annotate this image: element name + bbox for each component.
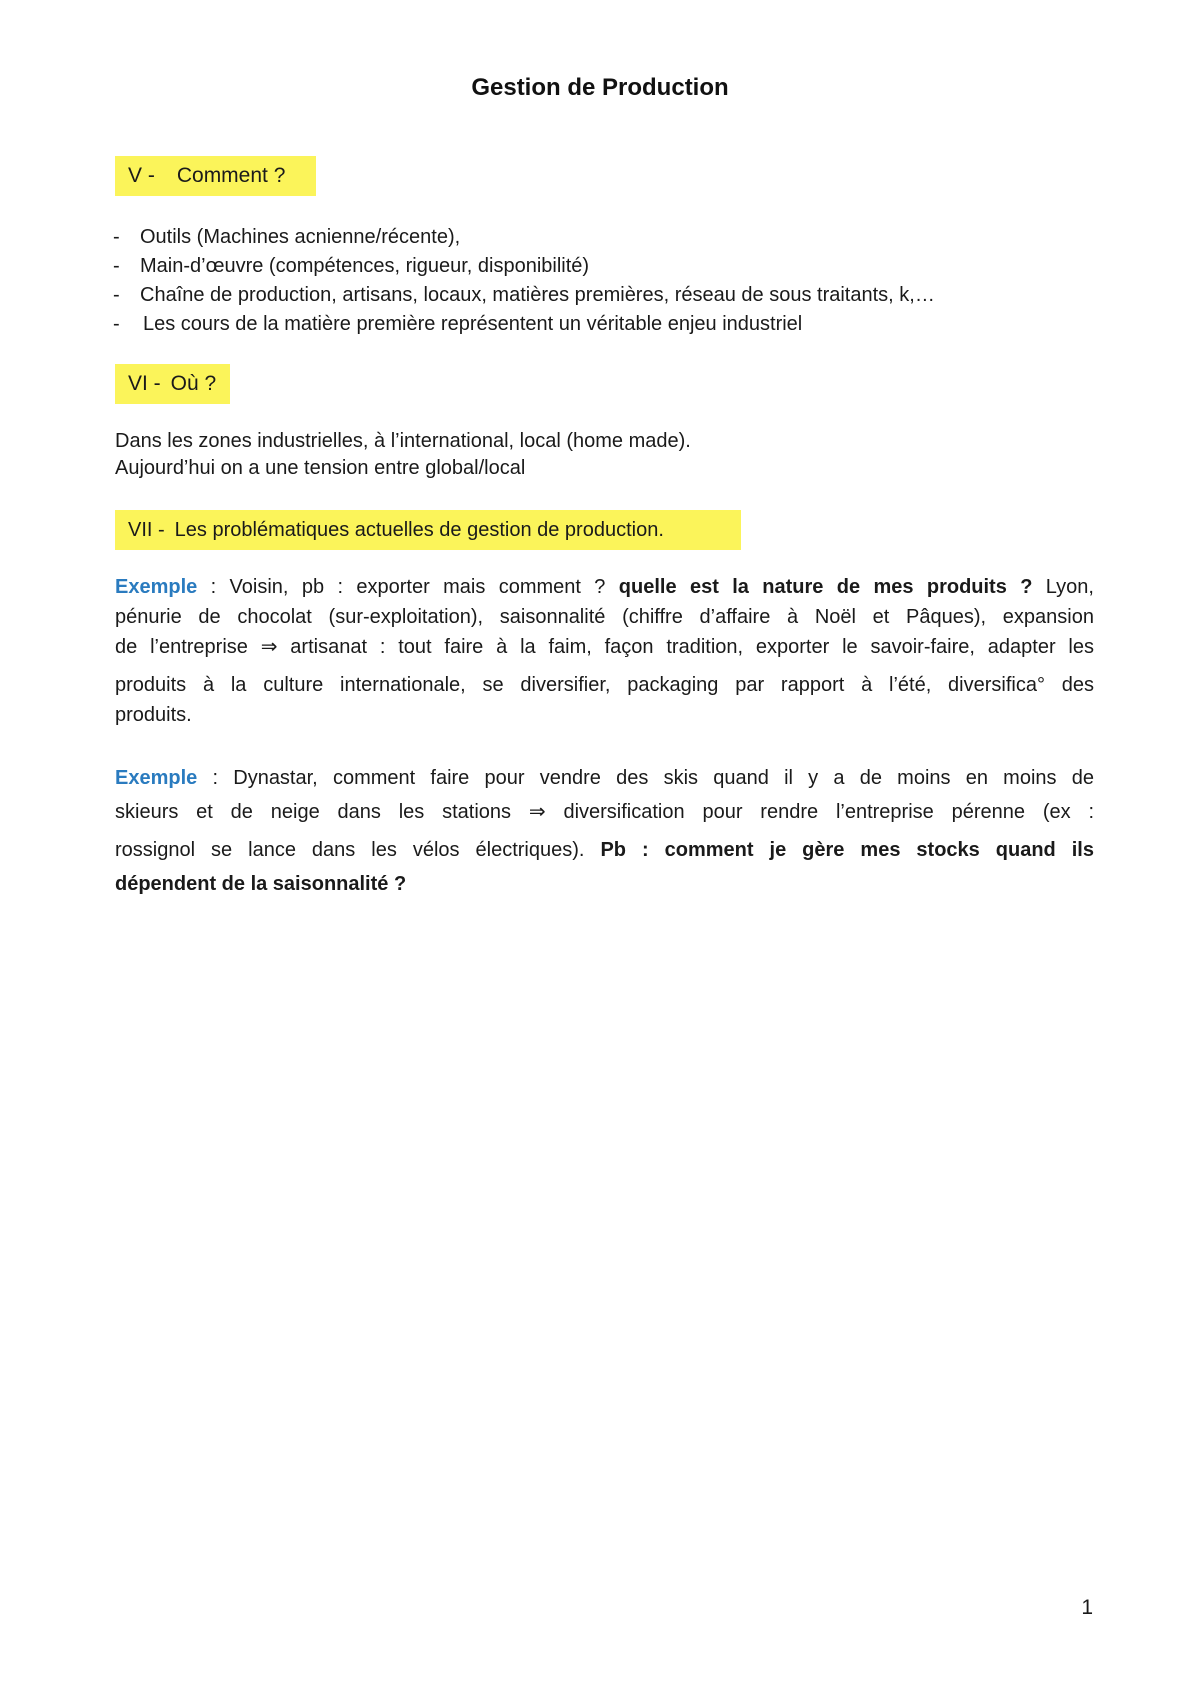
example-1-paragraph <box>115 572 1094 730</box>
section-vii-title: Les problématiques actuelles de gestion de production. <box>174 519 664 541</box>
example-1-text: Lyon, <box>1032 576 1094 598</box>
list-item-text: Les cours de la matière première représentent un véritable enjeu industriel <box>143 313 803 335</box>
example-1-text: : Voisin, pb : exporter mais comment ? <box>197 576 619 598</box>
example-2-text: : Dynastar, comment faire pour vendre des skis quand il y a de moins en moins de <box>197 767 1094 789</box>
section-v-heading <box>115 156 316 196</box>
list-dash: - <box>113 313 120 335</box>
example-2-line-3 <box>115 835 1094 869</box>
list-dash: - <box>113 255 120 277</box>
list-dash: - <box>113 284 120 306</box>
section-v-number: V - <box>128 164 155 187</box>
page-title: Gestion de Production <box>471 74 729 101</box>
example-2-line-1 <box>115 763 1094 797</box>
example-2-line-4: dépendent de la saisonnalité ? <box>115 873 407 895</box>
list-item-text: Main-d’œuvre (compétences, rigueur, disponibilité) <box>140 255 590 277</box>
example-label: Exemple <box>115 767 198 789</box>
example-2-question: Pb : comment je gère mes stocks quand ils <box>600 839 1094 861</box>
example-2-paragraph <box>115 763 1094 899</box>
example-1-line-2: pénurie de chocolat (sur-exploitation), saisonnalité (chiffre d’affaire à Noël et Pâques), expansion <box>115 606 1094 628</box>
example-2-line-2: skieurs et de neige dans les stations ⇒ diversification pour rendre l’entreprise pérenne (ex : <box>115 801 1094 823</box>
example-1-question: quelle est la nature de mes produits ? <box>618 576 1033 598</box>
example-1-line-3: de l’entreprise ⇒ artisanat : tout faire à la faim, façon tradition, exporter le savoir-faire, adapter les <box>115 636 1094 658</box>
section-vii-number: VII - <box>128 519 165 541</box>
example-2-text: rossignol se lance dans les vélos électriques). <box>115 839 601 861</box>
list-dash: - <box>113 226 120 248</box>
section-vi-line-2: Aujourd’hui on a une tension entre global/local <box>115 457 526 479</box>
section-vii-heading <box>115 510 741 550</box>
section-vi-title: Où ? <box>170 372 217 395</box>
example-1-line-5: produits. <box>115 704 192 726</box>
list-item-text: Outils (Machines acnienne/récente), <box>140 226 461 248</box>
list-item-text: Chaîne de production, artisans, locaux, matières premières, réseau de sous traitants, k,… <box>140 284 935 306</box>
example-1-line-4: produits à la culture internationale, se diversifier, packaging par rapport à l’été, diversifica° des <box>115 674 1094 696</box>
section-vi-number: VI - <box>128 372 161 395</box>
section-vi-line-1: Dans les zones industrielles, à l’international, local (home made). <box>115 430 691 452</box>
page-number: 1 <box>1081 1596 1093 1619</box>
example-label: Exemple <box>115 576 198 598</box>
example-1-line-1 <box>115 572 1094 602</box>
section-v-title: Comment ? <box>176 164 286 187</box>
section-vi-heading <box>115 364 230 404</box>
